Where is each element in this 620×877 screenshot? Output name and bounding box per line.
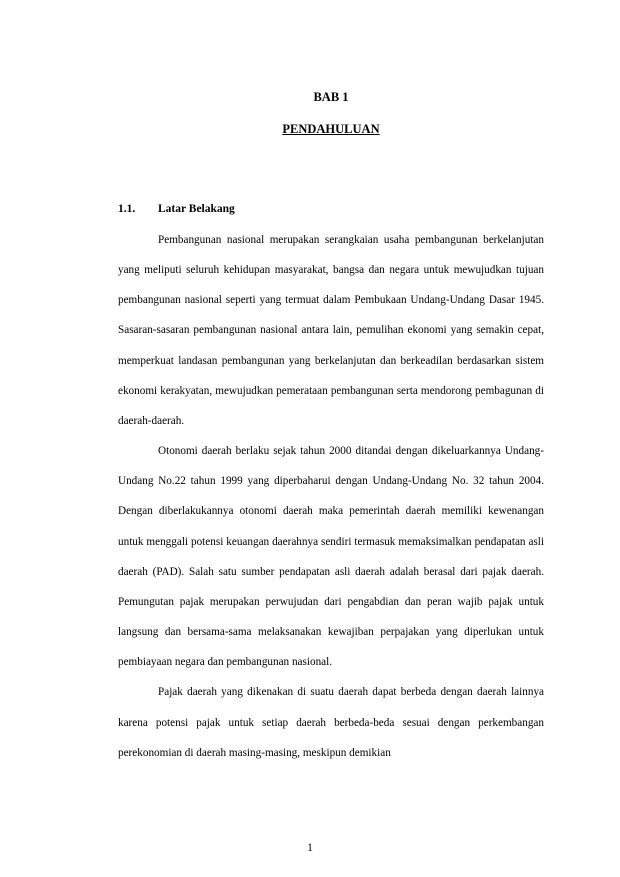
paragraph: Pajak daerah yang dikenakan di suatu daerah dapat berbeda dengan daerah lainnya karena potensi pajak untuk setiap daerah berbeda-beda sesuai dengan perkembangan perekonomian di daerah masing-masing, meskipun demikian — [118, 686, 544, 759]
section-heading — [118, 203, 235, 215]
chapter-label: BAB 1 — [313, 90, 349, 104]
body-text — [118, 225, 544, 768]
paragraph: Otonomi daerah berlaku sejak tahun 2000 ditandai dengan dikeluarkannya Undang-Undang No.22 tahun 1999 yang diperbaharui dengan Undang-Undang No. 32 tahun 2004. Dengan diberlakukannya otonomi daerah maka pemerintah daerah memiliki kewenangan untuk menggali potensi keuangan daerahnya sendiri termasuk memaksimalkan pendapatan asli daerah (PAD). Salah satu sumber pendapatan asli daerah adalah berasal dari pajak daerah. Pemungutan pajak merupakan perwujudan dari pengabdian dan peran wajib pajak untuk langsung dan bersama-sama melaksanakan kewajiban perpajakan yang diperlukan untuk pembiayaan negara dan pembangunan nasional. — [118, 445, 544, 669]
chapter-title: PENDAHULUAN — [282, 122, 380, 136]
paragraph: Pembangunan nasional merupakan serangkaian usaha pembangunan berkelanjutan yang meliputi seluruh kehidupan masyarakat, bangsa dan negara untuk mewujudkan tujuan pembangunan nasional seperti yang termuat dalam Pembukaan Undang-Undang Dasar 1945. Sasaran-sasaran pembangunan nasional antara lain, pemulihan ekonomi yang semakin cepat, memperkuat landasan pembangunan yang berkelanjutan dan berkeadilan berdasarkan sistem ekonomi kerakyatan, mewujudkan pemerataan pembangunan serta mendorong pembagunan di daerah-daerah. — [118, 234, 544, 427]
page-number: 1 — [307, 842, 313, 854]
section-title: Latar Belakang — [158, 203, 235, 215]
section-number: 1.1. — [118, 203, 136, 215]
